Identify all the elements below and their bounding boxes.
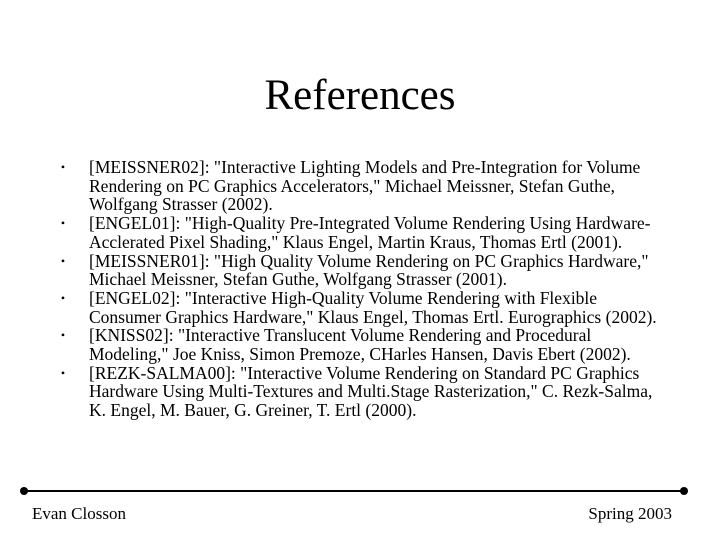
reference-item: [56, 364, 666, 420]
bullet-icon: •: [60, 253, 66, 268]
footer-rule-left-dot: [20, 487, 28, 495]
footer-rule-right-dot: [680, 487, 688, 495]
footer-term: Spring 2003: [588, 504, 672, 523]
reference-text: [KNISS02]: "Interactive Translucent Volume Rendering and Procedural Modeling," Joe Kniss, Simon Premoze, CHarles Hansen, Davis Ebert (2002).: [89, 325, 631, 365]
reference-item: [56, 252, 666, 289]
bullet-icon: •: [60, 365, 66, 380]
bullet-icon: •: [60, 216, 66, 231]
reference-item: [56, 158, 666, 214]
reference-text: [MEISSNER02]: "Interactive Lighting Models and Pre-Integration for Volume Rendering on PC Graphics Accelerators," Michael Meissner, Stefan Guthe, Wolfgang Strasser (2002).: [89, 157, 641, 215]
reference-text: [ENGEL02]: "Interactive High-Quality Volume Rendering with Flexible Consumer Graphics Hardware," Klaus Engel, Thomas Ertl. Eurographics (2002).: [89, 287, 657, 327]
bullet-icon: •: [60, 328, 66, 343]
footer-rule: [22, 490, 684, 492]
reference-text: [ENGEL01]: "High-Quality Pre-Integrated Volume Rendering Using Hardware-Acclerated Pixel Shading," Klaus Engel, Martin Kraus, Thomas Ertl (2001).: [89, 213, 651, 252]
reference-text: [REZK-SALMA00]: "Interactive Volume Rendering on Standard PC Graphics Hardware Using Multi-Textures and Multi.Stage Rasterization," C. Rezk-Salma, K. Engel, M. Bauer, G. Greiner, T. Ertl (2000).: [89, 362, 653, 421]
bullet-icon: •: [60, 290, 66, 305]
reference-item: [56, 289, 666, 326]
reference-item: [56, 214, 666, 251]
reference-list: [56, 158, 666, 420]
footer-author: Evan Closson: [32, 504, 126, 523]
reference-text: [MEISSNER01]: "High Quality Volume Rendering on PC Graphics Hardware," Michael Meissner, Stefan Guthe, Wolfgang Strasser (2001).: [89, 250, 649, 290]
reference-item: [56, 326, 666, 363]
bullet-icon: •: [60, 160, 66, 174]
slide-title: References: [264, 72, 456, 119]
